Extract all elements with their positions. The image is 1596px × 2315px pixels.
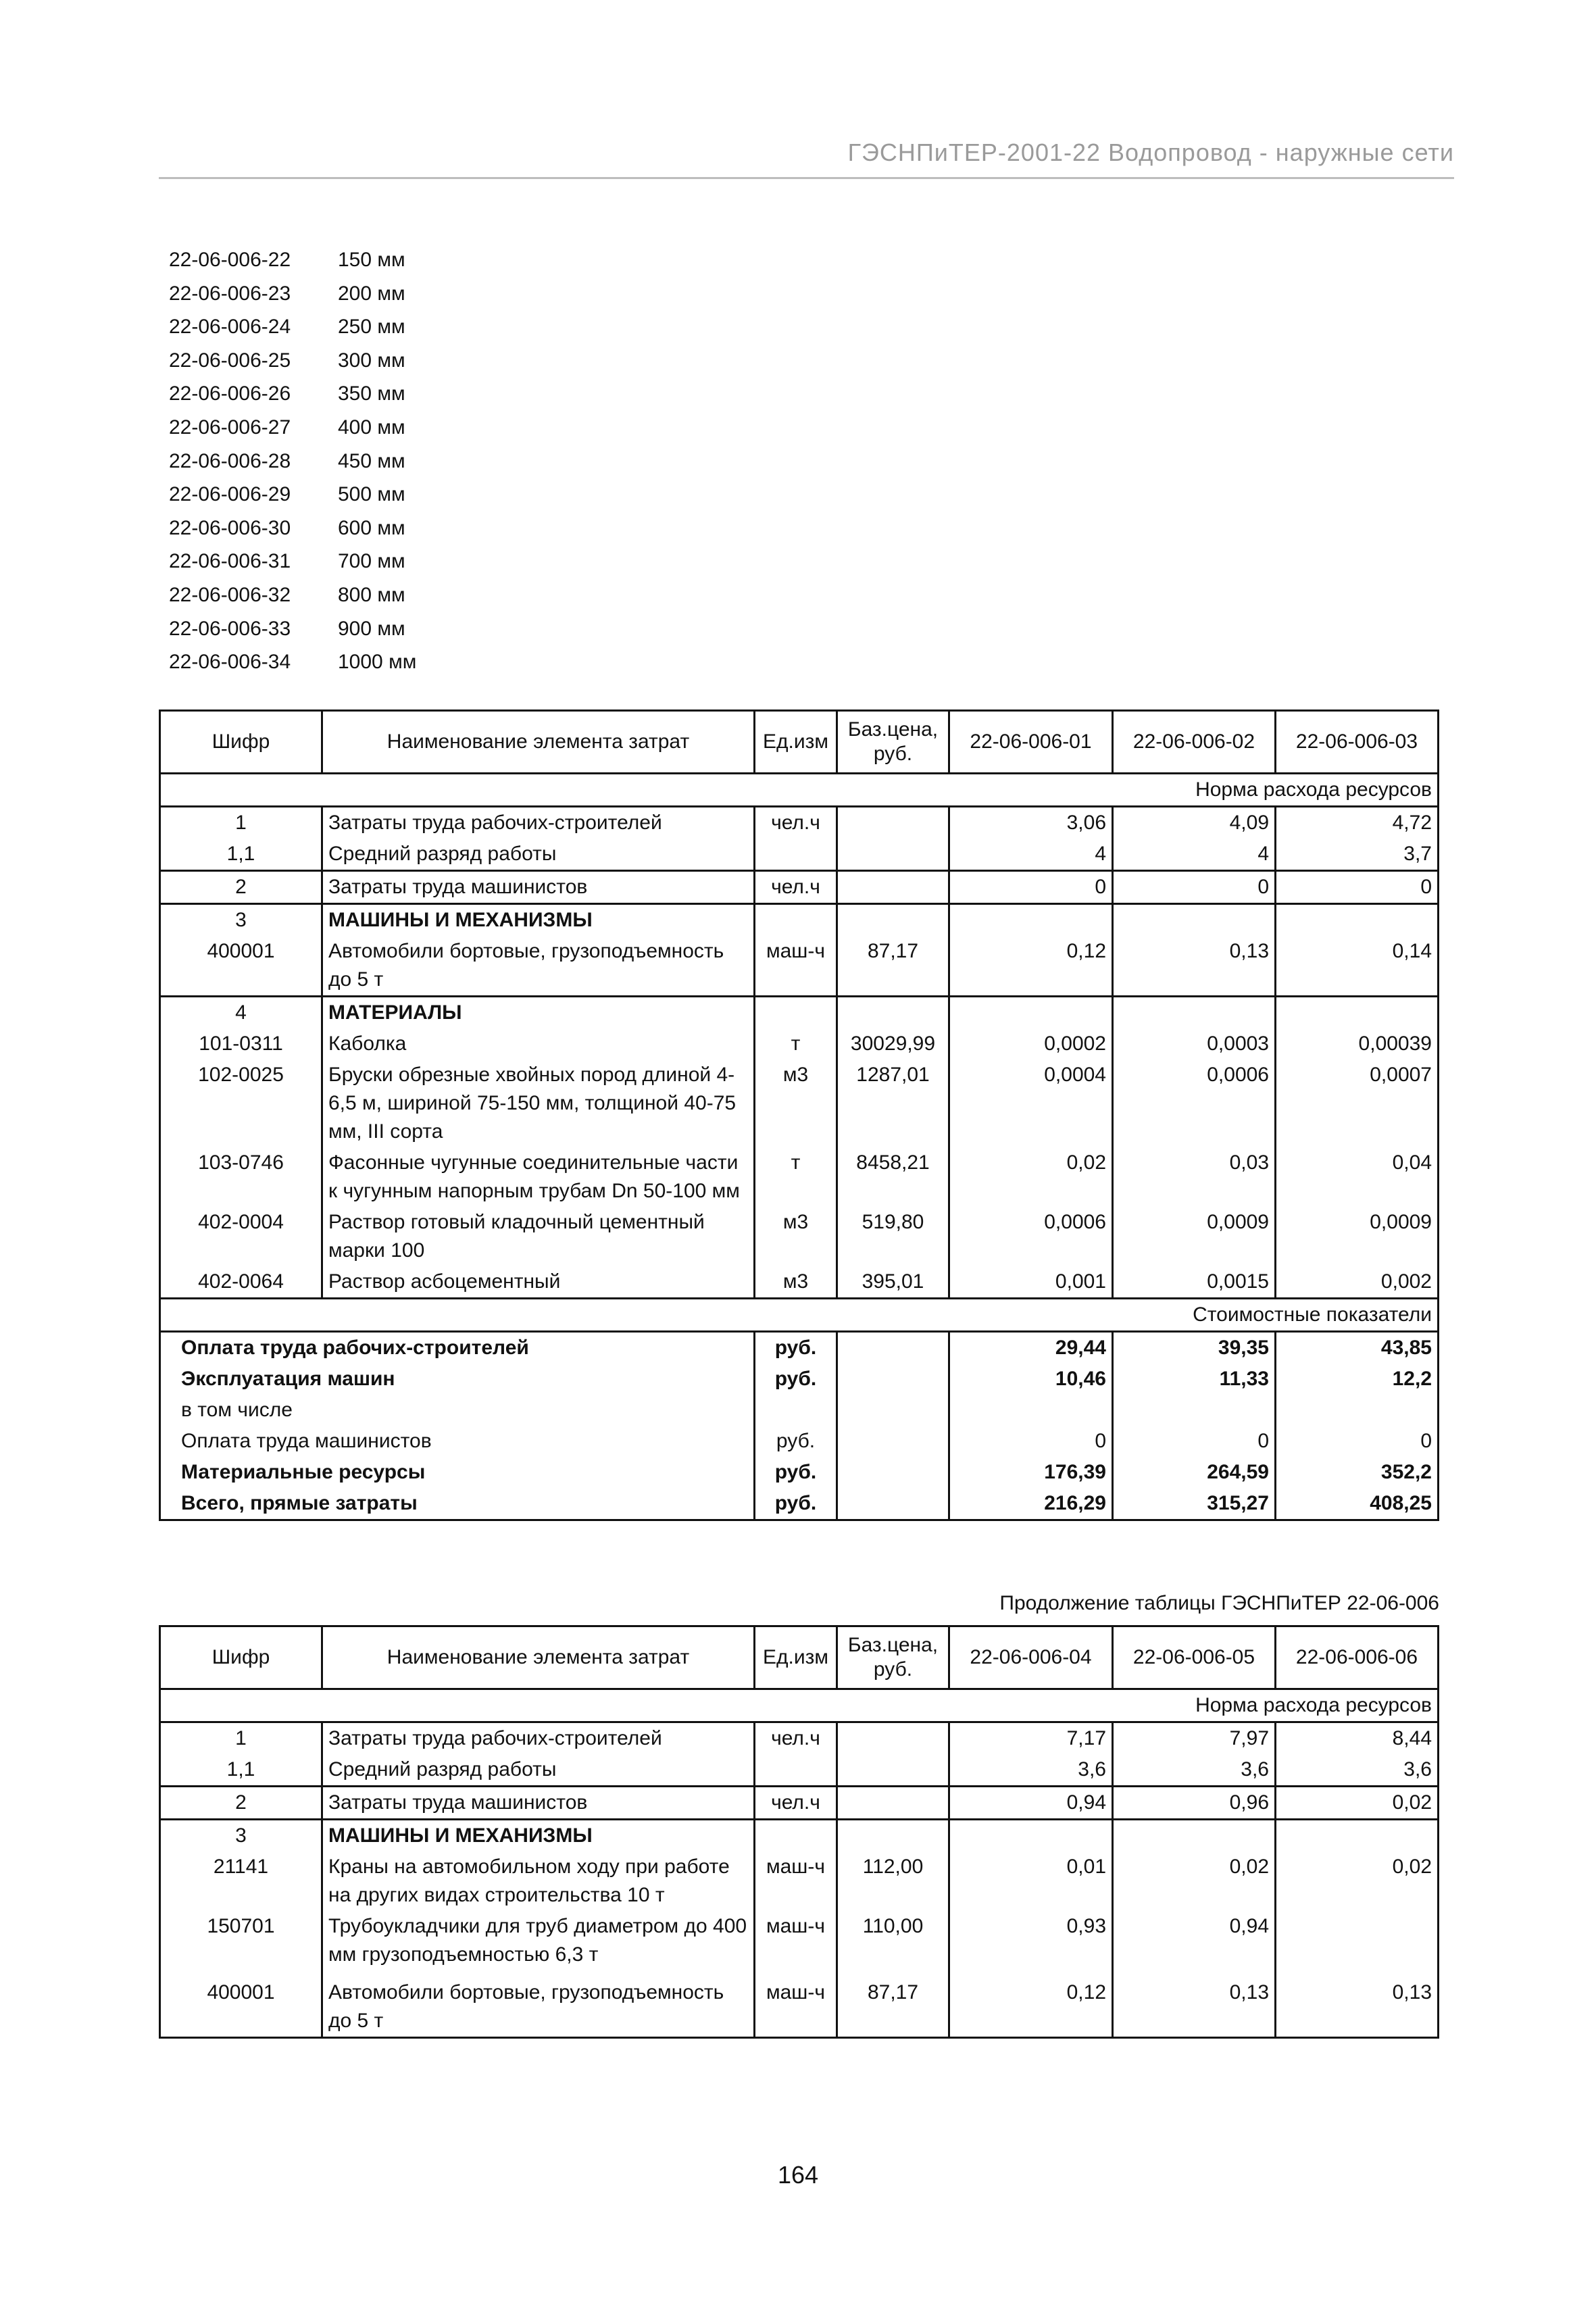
table-cell xyxy=(755,904,837,937)
list-item xyxy=(169,512,416,545)
table-row xyxy=(160,1851,1439,1911)
table-row xyxy=(160,1754,1439,1787)
table-cell: в том числе xyxy=(160,1395,755,1426)
table-cell xyxy=(949,997,1113,1029)
size: 500 мм xyxy=(338,483,405,506)
table-row xyxy=(160,1207,1439,1266)
table-cell: 4 xyxy=(160,997,322,1029)
table-row xyxy=(160,1911,1439,1970)
table-cell: 2 xyxy=(160,1787,322,1820)
table-cell: 3,06 xyxy=(949,807,1113,839)
table-cell: 110,00 xyxy=(837,1911,949,1970)
table-row xyxy=(160,997,1439,1029)
table-header-row xyxy=(160,1626,1439,1689)
table-cell xyxy=(837,1820,949,1852)
col-cipher: Шифр xyxy=(160,711,322,774)
table-cell xyxy=(1113,1395,1276,1426)
running-header: ГЭСНПиТЕР-2001-22 Водопровод - наружные сети xyxy=(847,139,1454,166)
table-cell: 0,00039 xyxy=(1276,1028,1439,1060)
code-size-list xyxy=(169,243,416,679)
table-cell: 402-0004 xyxy=(160,1207,322,1266)
col-unit: Ед.изм xyxy=(755,711,837,774)
table-cell: 0,96 xyxy=(1113,1787,1276,1820)
table-cell xyxy=(837,807,949,839)
table-row xyxy=(160,807,1439,839)
table-cell: руб. xyxy=(755,1332,837,1364)
table-cell: 150701 xyxy=(160,1911,322,1970)
table-cell xyxy=(1276,1911,1439,1970)
size: 150 мм xyxy=(338,249,405,271)
continuation-caption: Продолжение таблицы ГЭСНПиТЕР 22-06-006 xyxy=(999,1592,1439,1614)
table-cell: 400001 xyxy=(160,936,322,997)
table-cell: 3,7 xyxy=(1276,839,1439,871)
table-cell: Автомобили бортовые, грузоподъемность до 5 т xyxy=(322,1970,755,2038)
table-cell: 21141 xyxy=(160,1851,322,1911)
table-cell: 1,1 xyxy=(160,1754,322,1787)
table-cell: 0 xyxy=(1276,1426,1439,1457)
table-cell: руб. xyxy=(755,1457,837,1488)
table-cell: 11,33 xyxy=(1113,1364,1276,1395)
col-cipher: Шифр xyxy=(160,1626,322,1689)
table-cell: 8,44 xyxy=(1276,1722,1439,1755)
list-item xyxy=(169,578,416,612)
table-cell: 112,00 xyxy=(837,1851,949,1911)
table-cell: Затраты труда рабочих-строителей xyxy=(322,1722,755,1755)
cost-row xyxy=(160,1426,1439,1457)
list-item xyxy=(169,411,416,445)
table-cell: Затраты труда машинистов xyxy=(322,1787,755,1820)
table-row xyxy=(160,904,1439,937)
table-cell xyxy=(837,1457,949,1488)
table-cell xyxy=(837,904,949,937)
table-row xyxy=(160,1722,1439,1755)
table-cell: 519,80 xyxy=(837,1207,949,1266)
list-item xyxy=(169,545,416,578)
code: 22-06-006-30 xyxy=(169,516,291,539)
table-cell: Оплата труда машинистов xyxy=(160,1426,755,1457)
table-cell: 0,002 xyxy=(1276,1266,1439,1299)
table-cell: 1,1 xyxy=(160,839,322,871)
table-cell xyxy=(837,1787,949,1820)
size: 800 мм xyxy=(338,583,405,606)
table-row xyxy=(160,1147,1439,1207)
size: 900 мм xyxy=(338,617,405,640)
table-cell: 0,0007 xyxy=(1276,1060,1439,1147)
col-name: Наименование элемента затрат xyxy=(322,711,755,774)
cost-row xyxy=(160,1488,1439,1520)
col-code-4: 22-06-006-04 xyxy=(949,1626,1113,1689)
table-cell: Фасонные чугунные соединительные части к чугунным напорным трубам Dn 50-100 мм xyxy=(322,1147,755,1207)
cost-band: Стоимостные показатели xyxy=(160,1299,1439,1332)
table-row xyxy=(160,936,1439,997)
table-cell: 0,94 xyxy=(1113,1911,1276,1970)
table-cell: 0,0003 xyxy=(1113,1028,1276,1060)
code: 22-06-006-31 xyxy=(169,550,291,573)
table-cell: Материальные ресурсы xyxy=(160,1457,755,1488)
table-cell: чел.ч xyxy=(755,871,837,904)
table-cell: 0,02 xyxy=(949,1147,1113,1207)
table-cell: маш-ч xyxy=(755,936,837,997)
table-cell: м3 xyxy=(755,1060,837,1147)
code: 22-06-006-28 xyxy=(169,449,291,472)
table-cell: 3 xyxy=(160,904,322,937)
table-cell xyxy=(837,1364,949,1395)
table-cell: 4,72 xyxy=(1276,807,1439,839)
table-cell: 176,39 xyxy=(949,1457,1113,1488)
table-cell: 216,29 xyxy=(949,1488,1113,1520)
table-cell: Затраты труда машинистов xyxy=(322,871,755,904)
table-cell: м3 xyxy=(755,1207,837,1266)
code: 22-06-006-23 xyxy=(169,282,291,305)
norm-band: Норма расхода ресурсов xyxy=(160,1689,1439,1722)
cost-row xyxy=(160,1332,1439,1364)
table-cell xyxy=(837,997,949,1029)
table-cell: 43,85 xyxy=(1276,1332,1439,1364)
table-cell: 0,0002 xyxy=(949,1028,1113,1060)
table-cell: 3,6 xyxy=(1113,1754,1276,1787)
page-number: 164 xyxy=(777,2161,819,2189)
code: 22-06-006-22 xyxy=(169,249,291,271)
list-item xyxy=(169,612,416,646)
table-cell xyxy=(837,1722,949,1755)
table-cell xyxy=(755,1754,837,1787)
table-cell: 2 xyxy=(160,871,322,904)
table-row xyxy=(160,1266,1439,1299)
table-cell: чел.ч xyxy=(755,1722,837,1755)
col-code-5: 22-06-006-05 xyxy=(1113,1626,1276,1689)
table-row xyxy=(160,1299,1439,1332)
table-cell: 0,14 xyxy=(1276,936,1439,997)
code: 22-06-006-34 xyxy=(169,651,291,674)
code: 22-06-006-25 xyxy=(169,349,291,372)
table-cell: маш-ч xyxy=(755,1851,837,1911)
table-row xyxy=(160,1970,1439,2038)
table-row xyxy=(160,774,1439,807)
table-cell: Краны на автомобильном ходу при работе на других видах строительства 10 т xyxy=(322,1851,755,1911)
table-cell: чел.ч xyxy=(755,807,837,839)
table-row xyxy=(160,1787,1439,1820)
table-cell: 0,0009 xyxy=(1276,1207,1439,1266)
table-cell: руб. xyxy=(755,1364,837,1395)
table-cell: 29,44 xyxy=(949,1332,1113,1364)
table-cell xyxy=(837,871,949,904)
table-row xyxy=(160,1689,1439,1722)
table-cell: 0,001 xyxy=(949,1266,1113,1299)
table-cell: м3 xyxy=(755,1266,837,1299)
table-cell: 4 xyxy=(949,839,1113,871)
table-cell: 0,0015 xyxy=(1113,1266,1276,1299)
col-code-3: 22-06-006-03 xyxy=(1276,711,1439,774)
table-cell: 0,0006 xyxy=(949,1207,1113,1266)
table-cell xyxy=(949,904,1113,937)
table-cell xyxy=(1276,1395,1439,1426)
cost-row xyxy=(160,1457,1439,1488)
table-cell xyxy=(755,1395,837,1426)
table-cell xyxy=(837,1332,949,1364)
table-cell: Средний разряд работы xyxy=(322,1754,755,1787)
table-cell: чел.ч xyxy=(755,1787,837,1820)
table-row xyxy=(160,1060,1439,1147)
table-cell: 264,59 xyxy=(1113,1457,1276,1488)
table-cell xyxy=(755,839,837,871)
table-cell: 1 xyxy=(160,1722,322,1755)
table-cell xyxy=(755,1820,837,1852)
table-cell: Автомобили бортовые, грузоподъемность до 5 т xyxy=(322,936,755,997)
col-code-1: 22-06-006-01 xyxy=(949,711,1113,774)
table-cell: маш-ч xyxy=(755,1970,837,2038)
table-cell: 0 xyxy=(1276,871,1439,904)
table-cell: Каболка xyxy=(322,1028,755,1060)
table-cell: МАШИНЫ И МЕХАНИЗМЫ xyxy=(322,1820,755,1852)
list-item xyxy=(169,310,416,344)
code: 22-06-006-27 xyxy=(169,416,291,439)
table-cell xyxy=(1276,997,1439,1029)
table-cell xyxy=(837,1754,949,1787)
table-cell: т xyxy=(755,1028,837,1060)
norm-band: Норма расхода ресурсов xyxy=(160,774,1439,807)
list-item xyxy=(169,645,416,679)
resource-table-1 xyxy=(159,710,1439,1521)
col-code-6: 22-06-006-06 xyxy=(1276,1626,1439,1689)
table-cell: 8458,21 xyxy=(837,1147,949,1207)
table-cell: 395,01 xyxy=(837,1266,949,1299)
size: 600 мм xyxy=(338,516,405,539)
list-item xyxy=(169,478,416,512)
list-item xyxy=(169,377,416,411)
table-cell xyxy=(949,1820,1113,1852)
table-cell: 87,17 xyxy=(837,1970,949,2038)
table-cell: Оплата труда рабочих-строителей xyxy=(160,1332,755,1364)
table-cell: 10,46 xyxy=(949,1364,1113,1395)
table-cell: 12,2 xyxy=(1276,1364,1439,1395)
table-cell: 0,0004 xyxy=(949,1060,1113,1147)
table-cell: 0 xyxy=(949,1426,1113,1457)
cost-row xyxy=(160,1395,1439,1426)
table-cell: 0,0009 xyxy=(1113,1207,1276,1266)
table-cell: 0,0006 xyxy=(1113,1060,1276,1147)
table-cell: 0,02 xyxy=(1276,1851,1439,1911)
table-cell: 400001 xyxy=(160,1970,322,2038)
table-cell xyxy=(755,997,837,1029)
list-item xyxy=(169,344,416,378)
table-cell: Трубоукладчики для труб диаметром до 400 мм грузоподъемностью 6,3 т xyxy=(322,1911,755,1970)
table-cell: руб. xyxy=(755,1488,837,1520)
code: 22-06-006-33 xyxy=(169,617,291,640)
code: 22-06-006-29 xyxy=(169,483,291,506)
table-cell: 3,6 xyxy=(949,1754,1113,1787)
col-unit: Ед.изм xyxy=(755,1626,837,1689)
table-cell: МАШИНЫ И МЕХАНИЗМЫ xyxy=(322,904,755,937)
table-cell: 1287,01 xyxy=(837,1060,949,1147)
table-row xyxy=(160,1820,1439,1852)
table-cell: 39,35 xyxy=(1113,1332,1276,1364)
code: 22-06-006-26 xyxy=(169,382,291,405)
list-item xyxy=(169,243,416,277)
table-cell xyxy=(949,1395,1113,1426)
table-cell: 4,09 xyxy=(1113,807,1276,839)
size: 200 мм xyxy=(338,282,405,305)
table-row xyxy=(160,839,1439,871)
table-cell: Всего, прямые затраты xyxy=(160,1488,755,1520)
table-cell: 30029,99 xyxy=(837,1028,949,1060)
table-cell: 0,93 xyxy=(949,1911,1113,1970)
table-cell: 7,97 xyxy=(1113,1722,1276,1755)
table-cell xyxy=(837,1488,949,1520)
table-cell: 103-0746 xyxy=(160,1147,322,1207)
table-cell: 0,01 xyxy=(949,1851,1113,1911)
table-cell: 0 xyxy=(949,871,1113,904)
table-cell: 0,04 xyxy=(1276,1147,1439,1207)
table-cell: 1 xyxy=(160,807,322,839)
table-cell: 0 xyxy=(1113,871,1276,904)
table-row xyxy=(160,871,1439,904)
col-code-2: 22-06-006-02 xyxy=(1113,711,1276,774)
col-price: Баз.цена, руб. xyxy=(837,711,949,774)
table-cell: Раствор готовый кладочный цементный марки 100 xyxy=(322,1207,755,1266)
table-cell: 0,13 xyxy=(1276,1970,1439,2038)
table-cell: Эксплуатация машин xyxy=(160,1364,755,1395)
table-cell: 408,25 xyxy=(1276,1488,1439,1520)
table-cell xyxy=(1113,997,1276,1029)
table-cell xyxy=(837,1426,949,1457)
table-cell: МАТЕРИАЛЫ xyxy=(322,997,755,1029)
table-cell: 0,12 xyxy=(949,936,1113,997)
size: 300 мм xyxy=(338,349,405,372)
table-cell: Затраты труда рабочих-строителей xyxy=(322,807,755,839)
table-cell: 0,13 xyxy=(1113,936,1276,997)
table-cell: 102-0025 xyxy=(160,1060,322,1147)
table-cell: 402-0064 xyxy=(160,1266,322,1299)
table-cell: 0,02 xyxy=(1113,1851,1276,1911)
col-price: Баз.цена, руб. xyxy=(837,1626,949,1689)
table-cell: 0,13 xyxy=(1113,1970,1276,2038)
table-row xyxy=(160,1028,1439,1060)
code: 22-06-006-32 xyxy=(169,583,291,606)
table-header-row xyxy=(160,711,1439,774)
table-cell: 0,03 xyxy=(1113,1147,1276,1207)
size: 1000 мм xyxy=(338,651,417,674)
table-cell xyxy=(837,839,949,871)
table-cell: 0,02 xyxy=(1276,1787,1439,1820)
table-cell: Раствор асбоцементный xyxy=(322,1266,755,1299)
table-cell: 4 xyxy=(1113,839,1276,871)
table-cell: 0,12 xyxy=(949,1970,1113,2038)
table-cell: 3 xyxy=(160,1820,322,1852)
table-cell: 315,27 xyxy=(1113,1488,1276,1520)
table-cell: 7,17 xyxy=(949,1722,1113,1755)
header-rule xyxy=(159,177,1454,179)
table-cell: Средний разряд работы xyxy=(322,839,755,871)
size: 350 мм xyxy=(338,382,405,405)
table-cell: Бруски обрезные хвойных пород длиной 4-6,5 м, шириной 75-150 мм, толщиной 40-75 мм, III сорта xyxy=(322,1060,755,1147)
col-name: Наименование элемента затрат xyxy=(322,1626,755,1689)
table-cell: 0,94 xyxy=(949,1787,1113,1820)
table-cell: 87,17 xyxy=(837,936,949,997)
table-cell: 3,6 xyxy=(1276,1754,1439,1787)
cost-row xyxy=(160,1364,1439,1395)
table-cell xyxy=(1113,904,1276,937)
table-cell: 0 xyxy=(1113,1426,1276,1457)
code: 22-06-006-24 xyxy=(169,316,291,339)
size: 400 мм xyxy=(338,416,405,439)
size: 700 мм xyxy=(338,550,405,573)
table-cell: 101-0311 xyxy=(160,1028,322,1060)
table-cell xyxy=(1276,1820,1439,1852)
size: 450 мм xyxy=(338,449,405,472)
table-cell: т xyxy=(755,1147,837,1207)
table-cell xyxy=(1113,1820,1276,1852)
table-cell: 352,2 xyxy=(1276,1457,1439,1488)
table-cell: руб. xyxy=(755,1426,837,1457)
size: 250 мм xyxy=(338,316,405,339)
list-item xyxy=(169,445,416,478)
table-cell: маш-ч xyxy=(755,1911,837,1970)
table-cell xyxy=(1276,904,1439,937)
table-cell xyxy=(837,1395,949,1426)
resource-table-2 xyxy=(159,1625,1439,2039)
list-item xyxy=(169,277,416,311)
